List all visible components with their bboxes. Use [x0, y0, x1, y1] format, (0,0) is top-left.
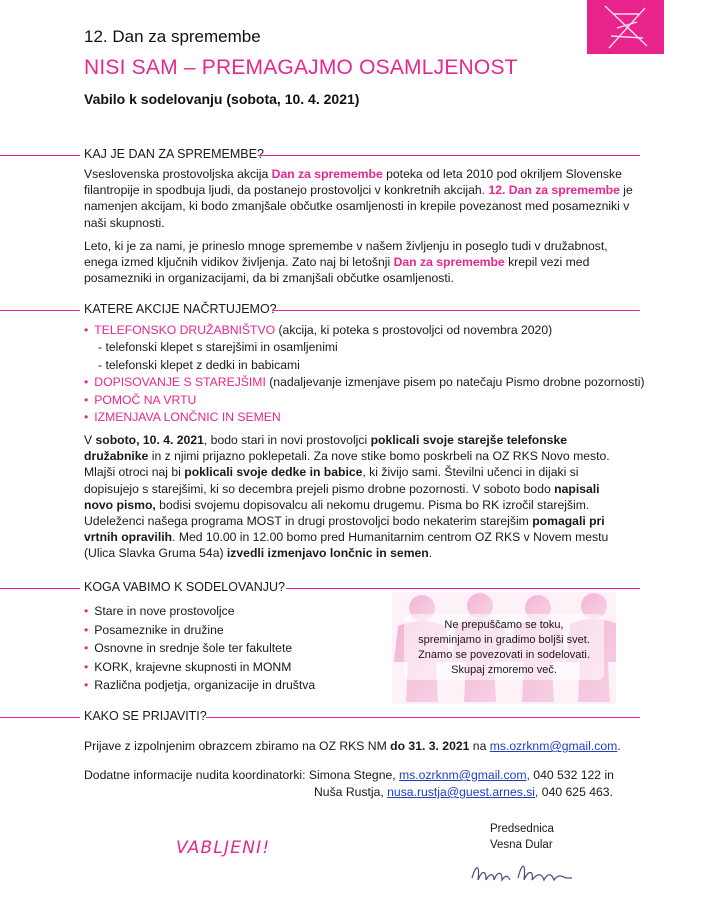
phone: , 040 625 463. [535, 785, 613, 799]
text: Dodatne informacije nudita koordinatorki: Simona Stegne, [84, 768, 400, 782]
divider [258, 155, 640, 156]
motto-line: Znamo se povezovati in sodelovati. [418, 649, 590, 661]
email-link[interactable]: ms.ozrknm@gmail.com [489, 739, 618, 753]
motto-line: spreminjamo in gradimo boljši svet. [418, 634, 590, 646]
text: in z njimi prijazno poklepetali. Za nove stike bomo poskrbeli na OZ RKS Novo mesto. Mlajši otroci naj bi [84, 449, 610, 480]
section-header-apply [0, 709, 710, 729]
signature-icon [468, 856, 578, 890]
bold-text: napisali novo pismo, [84, 481, 600, 512]
bullet-icon: • [84, 622, 89, 637]
bold-text: poklicali svoje starejše telefonske družabnike [84, 433, 568, 464]
signatory-name: Vesna Dular [490, 839, 553, 851]
bold-text: pomagali pri vrtnih opravilih [84, 514, 605, 545]
text: krepil vezi med posamezniki in organizacijami, da bi zmanjšali občutke osamljenosti. [84, 255, 590, 286]
sub-item: - telefonski klepet z dedki in babicami [98, 357, 300, 372]
text: Prijave z izpolnjenim obrazcem zbiramo na OZ RKS NM [84, 739, 391, 753]
section-header-actions [0, 302, 710, 322]
bullet-icon: • [84, 375, 89, 390]
list-item [84, 392, 644, 409]
divider [272, 310, 640, 311]
item-note: (nadaljevanje izmenjave pisem po natečaju Pismo drobne pozornosti) [265, 375, 645, 390]
item-label: TELEFONSKO DRUŽABNIŠTVO [94, 323, 276, 337]
invite-line: Vabilo k sodelovanju (sobota, 10. 4. 2021) [84, 91, 360, 107]
event-name: 12. Dan za spremembe [84, 27, 261, 46]
text: poteka od leta 2010 pod okriljem Slovenske filantropije in spodbuja ljudi, da postanejo prostovoljci v konkretnih akcijah. [84, 167, 622, 198]
text: , bodo stari in novi prostovoljci [203, 433, 371, 447]
list-item [84, 409, 644, 426]
divider [286, 588, 640, 589]
list-item [84, 322, 644, 339]
item-label: Stare in nove prostovoljce [94, 604, 235, 618]
text: , ki živijo sami. Številni učenci in dijaki si dopisujejo s starejšimi, ki so decembra prejeli pismo drobne pozornosti. V soboto bodo [84, 465, 579, 496]
item-label: Osnovne in srednje šole ter fakultete [94, 641, 293, 655]
bullet-icon: • [84, 641, 89, 655]
text: V [84, 433, 96, 447]
signatory-role: Predsednica [490, 823, 554, 835]
text: je namenjen akcijam, ki bodo zmanjšale občutke osamljenosti in krepile povezanost med posamezniki v naši skupnosti. [84, 183, 633, 230]
text: . [428, 546, 433, 561]
divider [0, 717, 80, 718]
bold-text: poklicali svoje dedke in babice [184, 465, 363, 480]
bold-text: izvedli izmenjavo lončnic in semen [226, 546, 429, 561]
divider [0, 588, 80, 589]
motto-line: Ne prepuščamo se toku, [444, 619, 564, 631]
bold-text: soboto, 10. 4. 2021 [95, 433, 204, 447]
text: . [617, 739, 621, 753]
sub-item: - telefonski klepet s starejšimi in osamljenimi [98, 340, 338, 355]
divider [206, 717, 640, 718]
logo [587, 0, 664, 54]
email-link[interactable]: ms.ozrknm@gmail.com [399, 768, 527, 782]
apply-line [84, 738, 684, 754]
item-label: Posameznike in družine [94, 622, 224, 637]
bullet-icon: • [84, 410, 89, 425]
item-note: (akcija, ki poteka s prostovoljci od novembra 2020) [275, 323, 553, 337]
divider [0, 155, 80, 156]
email-link[interactable]: nusa.rustja@guest.arnes.si [387, 785, 536, 799]
list-item [84, 374, 644, 391]
welcome-text: VABLJENI! [176, 838, 271, 858]
info-line [84, 767, 684, 783]
section-title: KAKO SE PRIJAVITI? [84, 709, 207, 723]
item-label: IZMENJAVA LONČNIC IN SEMEN [94, 410, 281, 425]
highlight: 12. Dan za spremembe [488, 183, 620, 198]
text: bodisi svojemu dopisovalcu ali nekomu drugemu. Pisma bo RK izročil starejšim. Udeleženci našega programa MOST in drugi prostovoljci bodo nekaterim starejšim [84, 497, 590, 529]
signatory [490, 821, 554, 853]
bullet-icon: • [84, 392, 89, 407]
actions-list [84, 322, 644, 426]
bullet-icon: • [84, 659, 89, 674]
section-title: KOGA VABIMO K SODELOVANJU? [84, 580, 285, 594]
item-label: Različna podjetja, organizacije in društva [94, 678, 316, 692]
motto-text [392, 618, 616, 678]
item-label: KORK, krajevne skupnosti in MONM [94, 659, 292, 674]
section-title: KAJ JE DAN ZA SPREMEMBE? [84, 147, 264, 161]
section-paragraph [84, 238, 636, 287]
divider [0, 310, 80, 311]
highlight: Dan za spremembe [393, 255, 505, 270]
logo-mark-icon [587, 0, 664, 54]
motto-line: Skupaj zmoremo več. [451, 664, 557, 676]
item-label: DOPISOVANJE S STAREJŠIMI [94, 375, 266, 390]
text: Vseslovenska prostovoljska akcija [84, 167, 272, 181]
highlight: Dan za spremembe [271, 167, 383, 181]
section-paragraph [84, 166, 636, 231]
info-line-2 [314, 784, 654, 800]
phone: , 040 532 122 in [526, 768, 614, 782]
text: Nuša Rustja, [314, 785, 388, 799]
bullet-icon: • [84, 678, 89, 692]
main-title: NISI SAM – PREMAGAJMO OSAMLJENOST [84, 56, 518, 79]
text: na [469, 739, 490, 753]
text: Leto, ki je za nami, je prineslo mnoge spremembe v našem življenju in poseglo tudi v družabnost, enega izmed ključnih vidikov življenja. Zato naj bi letošnji [84, 239, 608, 270]
signature [468, 856, 578, 890]
section-header-what [0, 147, 710, 167]
section-title: KATERE AKCIJE NAČRTUJEMO? [84, 302, 277, 316]
text: . Med 10.00 in 12.00 bomo pred Humanitarnim centrom OZ RKS v Novem mestu (Ulica Slavka Gruma 54a) [84, 530, 609, 561]
section-paragraph [84, 432, 630, 562]
bullet-icon: • [84, 604, 89, 618]
bullet-icon: • [84, 323, 89, 337]
deadline: do 31. 3. 2021 [390, 739, 470, 753]
item-label: POMOČ NA VRTU [94, 392, 197, 407]
